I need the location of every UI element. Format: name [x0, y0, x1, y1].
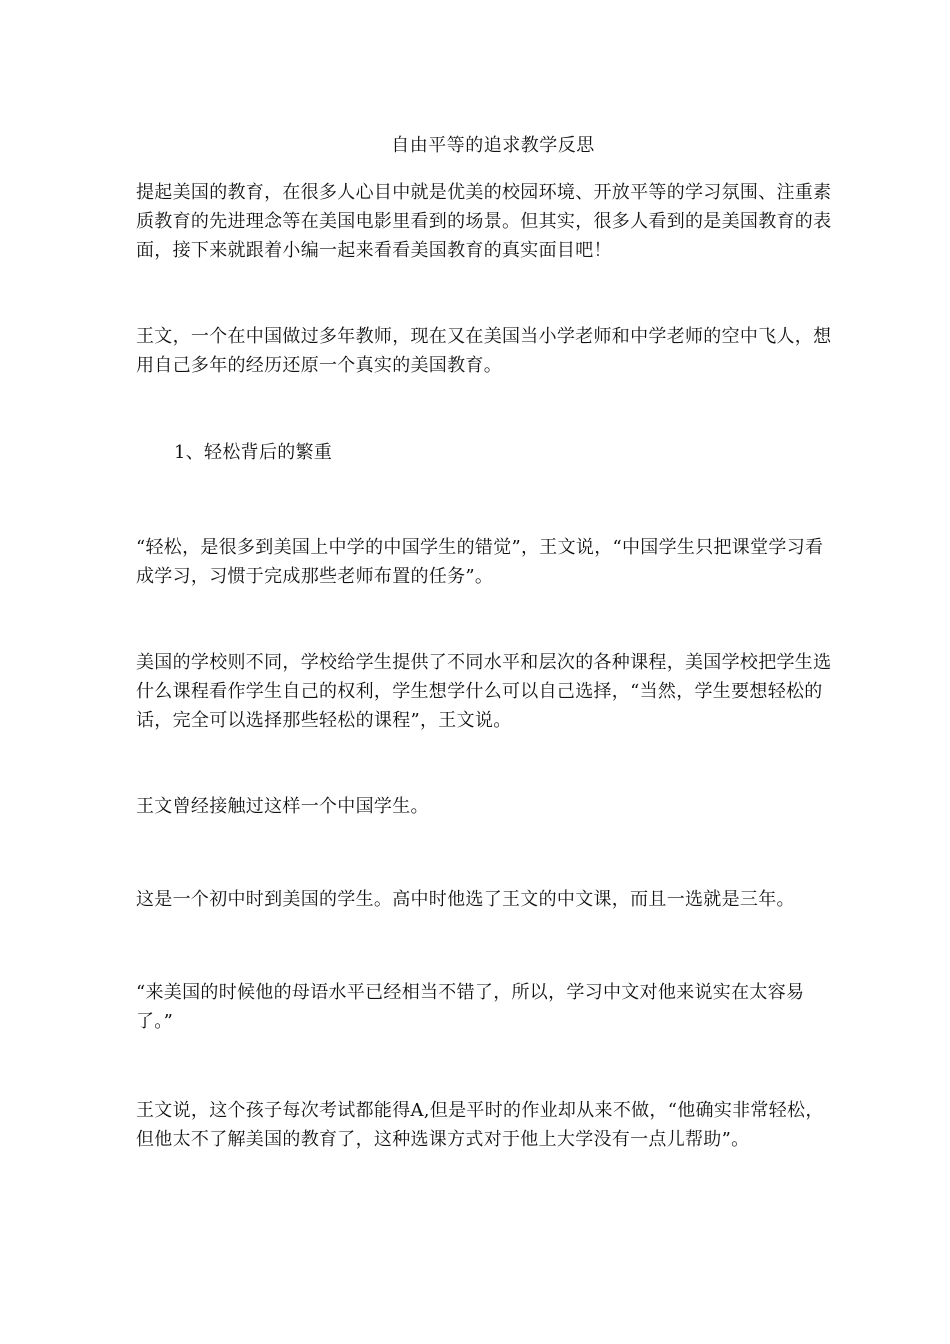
- paragraph-student-contact: 王文曾经接触过这样一个中国学生。: [136, 796, 429, 817]
- paragraph-native-language: “来美国的时候他的母语水平已经相当不错了，所以，学习中文对他来说实在太容易了。”: [136, 982, 805, 1032]
- document-title: 自由平等的追求教学反思: [391, 135, 595, 156]
- paragraph-wangwen-intro: 王文，一个在中国做过多年教师，现在又在美国当小学老师和中学老师的空中飞人，想用自己多年的经历还原一个真实的美国教育。: [136, 326, 832, 376]
- paragraph-us-schools: 美国的学校则不同，学校给学生提供了不同水平和层次的各种课程，美国学校把学生选什么课程看作学生自己的权利，学生想学什么可以自己选择，“当然，学生要想轻松的话，完全可以选择那些轻松的课程”，王文说。: [136, 652, 832, 731]
- paragraph-quote-easy: “轻松，是很多到美国上中学的中国学生的错觉”，王文说，“中国学生只把课堂学习看成学习，习惯于完成那些老师布置的任务”。: [136, 537, 824, 587]
- paragraph-exam-a: 王文说，这个孩子每次考试都能得A,但是平时的作业却从来不做，“他确实非常轻松，但他太不了解美国的教育了，这种选课方式对于他上大学没有一点儿帮助”。: [136, 1100, 824, 1150]
- paragraph-intro: 提起美国的教育，在很多人心目中就是优美的校园环境、开放平等的学习氛围、注重素质教育的先进理念等在美国电影里看到的场景。但其实，很多人看到的是美国教育的表面，接下来就跟着小编一起来看看美国教育的真实面目吧！: [136, 182, 832, 261]
- paragraph-junior-high: 这是一个初中时到美国的学生。高中时他选了王文的中文课，而且一选就是三年。: [136, 889, 795, 910]
- section-heading: 1、轻松背后的繁重: [174, 442, 333, 463]
